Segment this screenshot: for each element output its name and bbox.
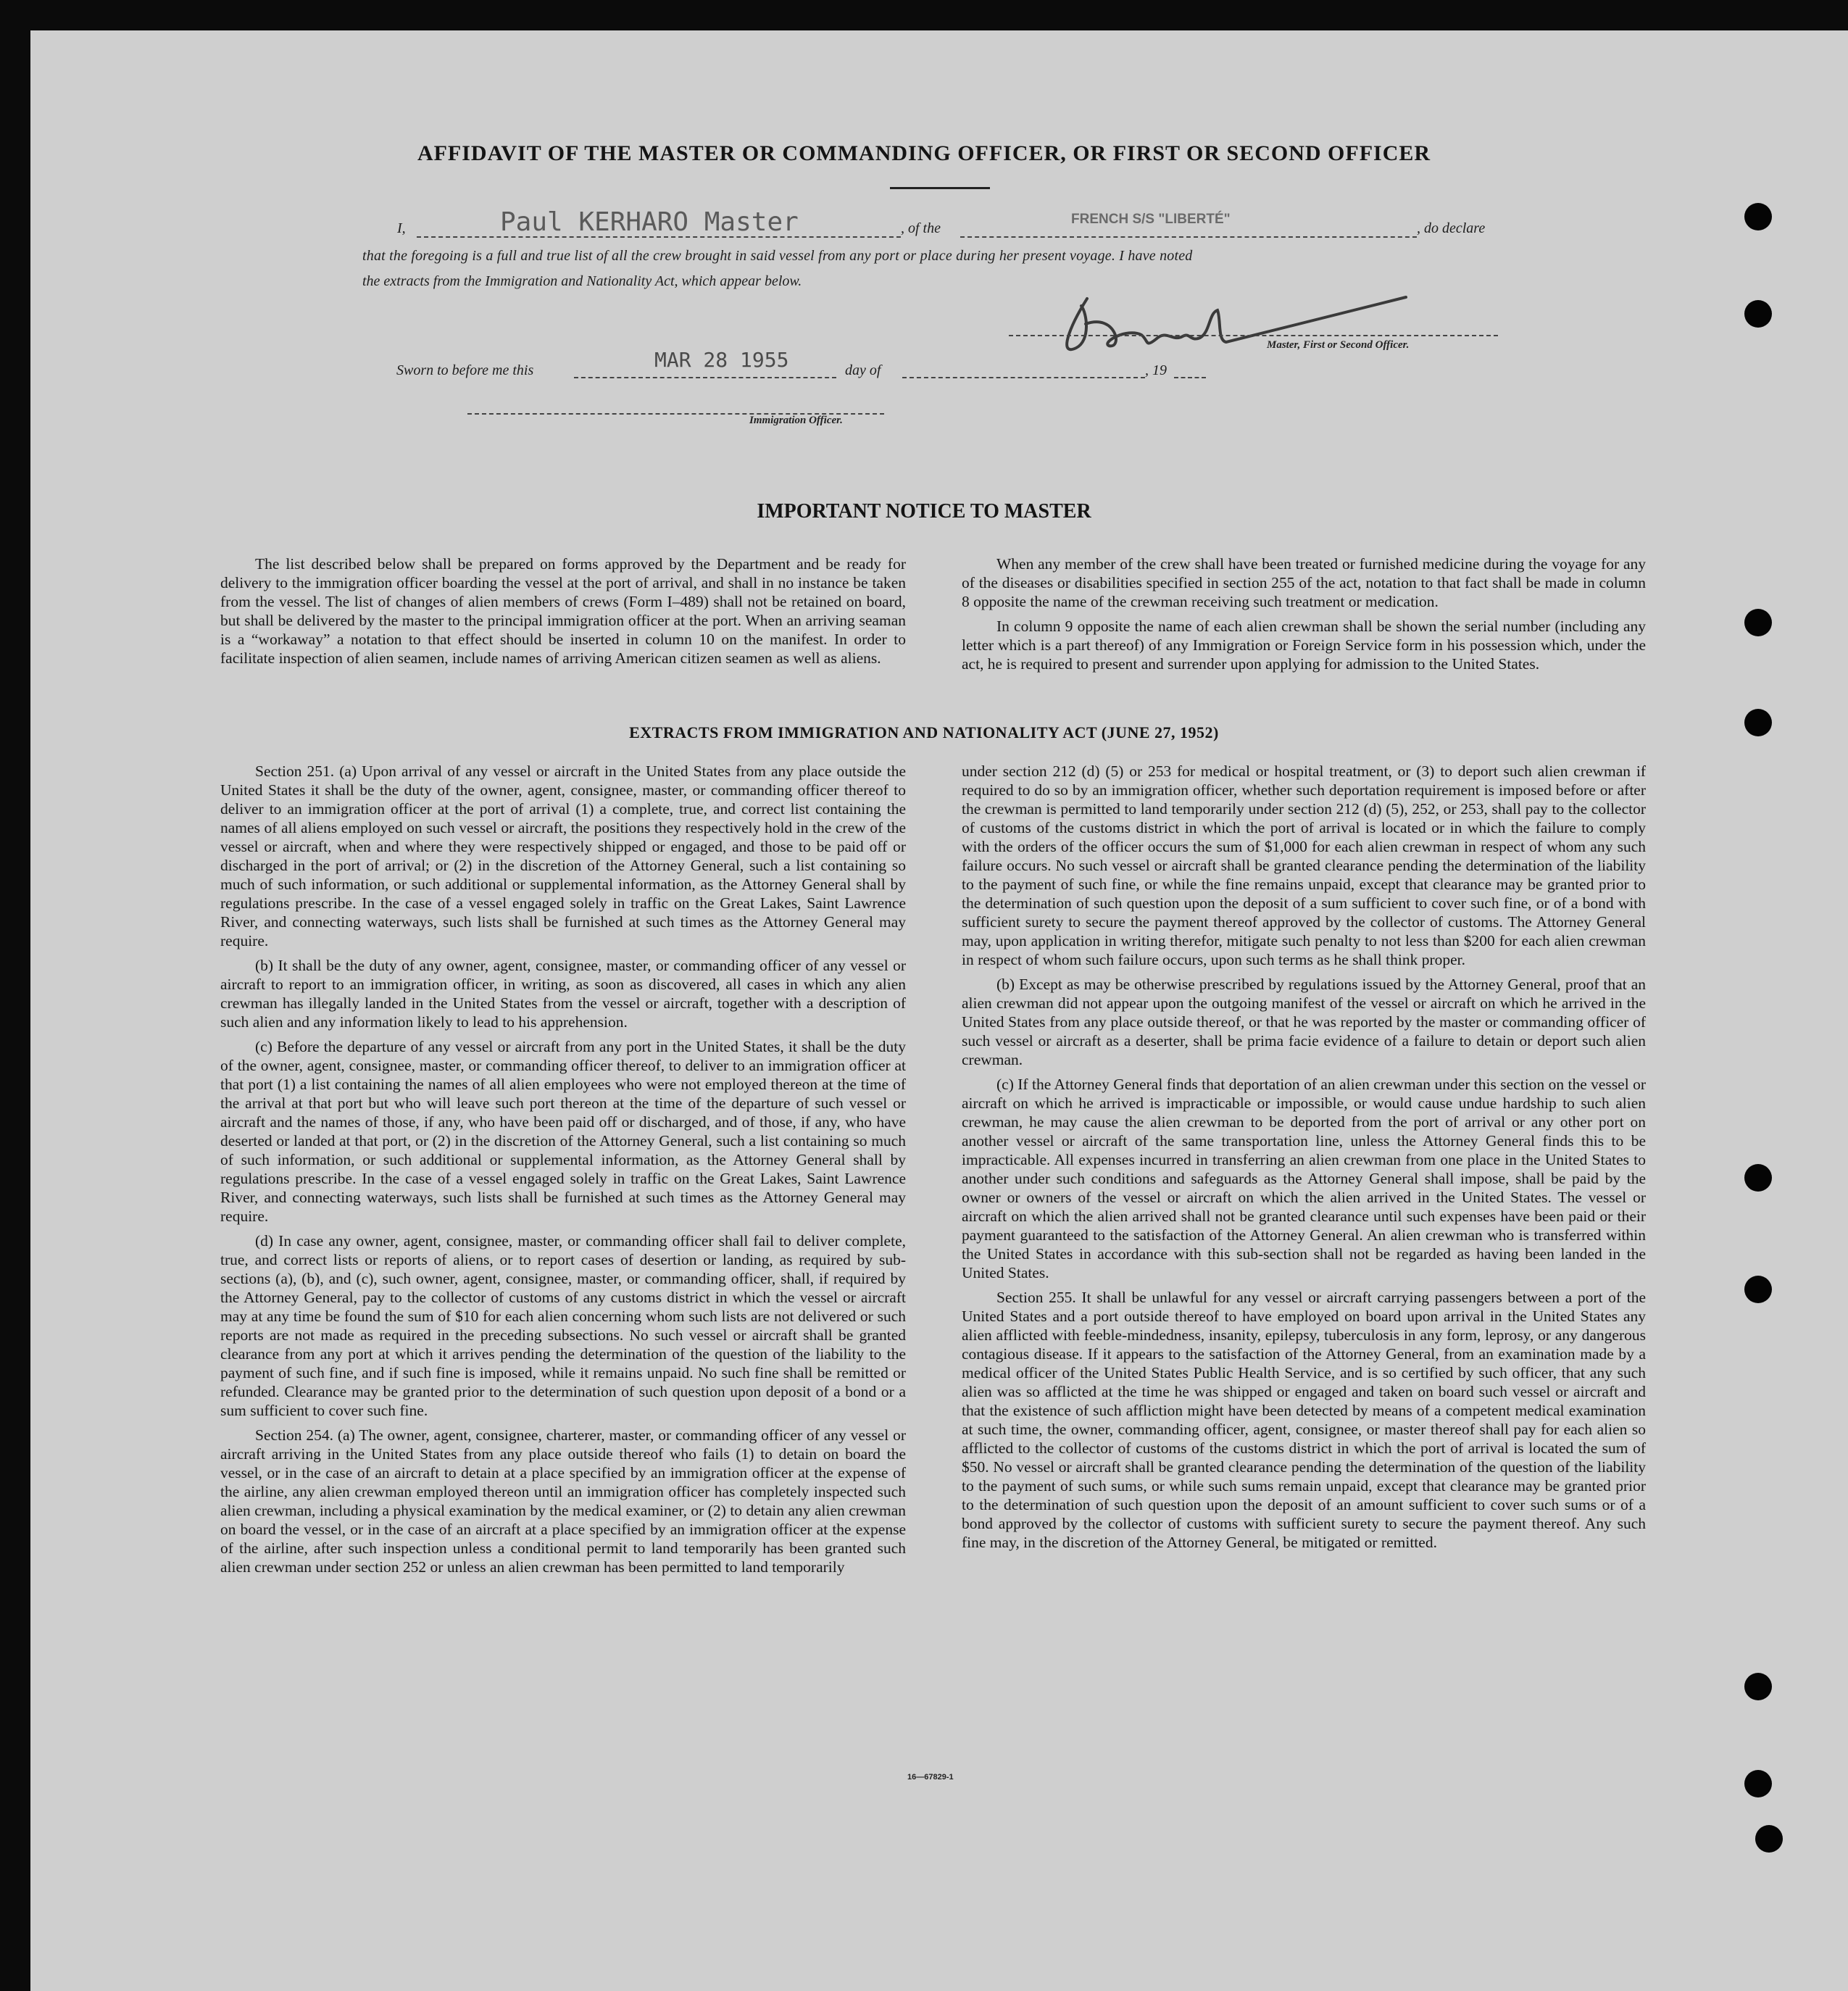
year-line xyxy=(1174,377,1206,378)
extracts-heading: EXTRACTS FROM IMMIGRATION AND NATIONALITY ACT (JUNE 27, 1952) xyxy=(629,723,1219,741)
vessel-name-line xyxy=(960,236,1417,238)
affidavit-title: AFFIDAVIT OF THE MASTER OR COMMANDING OFFICER, OR FIRST OR SECOND OFFICER xyxy=(417,141,1431,165)
section-251-d: (d) In case any owner, agent, consignee, master, or commanding officer shall fail to deliver complete, true, and correct lists or reports of aliens, or to report cases of desertion or landing, as required by sub-sections (a), (b), and (c), such owner, agent, consignee, master, or commanding officer, shall, if required by the Attorney General, pay to the collector of customs of any customs district in which the vessel or aircraft may at any time be found the sum of $10 for each alien concerning whom such lists are not delivered or such reports are not made as required in the preceding subsections. No such vessel or aircraft shall be granted clearance from any port at which it arrives pending the determination of the question of the liability to the payment of such fine, and if such fine is imposed, while it remains unpaid. No such fine shall be remitted or refunded. Clearance may be granted prior to the determination of such question upon deposit of a bond or a sum sufficient to cover such fine. xyxy=(220,1232,906,1419)
sworn-date-line xyxy=(574,377,836,378)
year-prefix: , 19 xyxy=(1145,362,1167,378)
declaration-line-2: that the foregoing is a full and true list of all the crew brought in said vessel from any port or place during her present voyage. I have noted xyxy=(362,248,1193,264)
notice-right-paragraph-2: In column 9 opposite the name of each alien crewman shall be shown the serial number (including any letter which is a part thereof) of any Immigration or Foreign Service form in his possession which, under the act, he is required to present and surrender upon applying for admission to the United States. xyxy=(962,618,1646,673)
section-251-a: Section 251. (a) Upon arrival of any vessel or aircraft in the United States from any place outside the United States it shall be the duty of the owner, agent, consignee, master, or commanding officer thereof to deliver to an immigration officer at the port of arrival (1) a complete, true, and correct list containing the names of all aliens employed on such vessel or aircraft, the positions they respectively hold in the crew of the vessel or aircraft, when and where they were respectively shipped or engaged, and those to be paid off or discharged in the port of arrival; or (2) in the discretion of the Attorney General, such a list containing so much of such information, or such additional or supplemental information, as the Attorney General shall by regulations prescribe. In the case of a vessel engaged solely in traffic on the Great Lakes, Saint Lawrence River, and connecting waterways, such lists shall be furnished at such times as the Attorney General may require. xyxy=(220,762,906,949)
sworn-label: Sworn to before me this xyxy=(396,362,534,378)
do-declare-label: , do declare xyxy=(1417,220,1486,236)
binder-hole-icon xyxy=(1744,1276,1772,1303)
notice-right-paragraph-1: When any member of the crew shall have been treated or furnished medicine during the voyage for any of the diseases or disabilities specified in section 255 of the act, notation to that fact shall be made in column 8 opposite the name of the crewman receiving such treatment or medication. xyxy=(962,555,1646,610)
extracts-right-column xyxy=(962,762,1646,1558)
form-number: 16—67829-1 xyxy=(907,1773,954,1782)
section-251-c: (c) Before the departure of any vessel or aircraft from any port in the United States, it shall be the duty of the owner, agent, consignee, master, or commanding officer thereof, to deliver to an immigration officer at that port (1) a list containing the names of all alien employees who were not employed thereon at the time of the arrival at that port but who will leave such port thereon at the time of the departure of such vessel or aircraft and the names of those, if any, who have been paid off or discharged, and of those, if any, who have deserted or landed at that port, or (2) in the discretion of the Attorney General, such a list containing so much of such information, or such additional or supplemental information, as the Attorney General shall by regulations prescribe. In the case of a vessel engaged solely in traffic on the Great Lakes, Saint Lawrence River, and connecting waterways, such lists shall be furnished at such times as the Attorney General may require. xyxy=(220,1038,906,1225)
section-251-b: (b) It shall be the duty of any owner, agent, consignee, master, or commanding officer of any vessel or aircraft to report to an immigration officer, in writing, as soon as discovered, all cases in which any alien crewman has illegally landed in the United States from the vessel or aircraft, together with a description of such alien and any information likely to lead to his apprehension. xyxy=(220,957,906,1031)
day-of-label: day of xyxy=(845,362,881,378)
master-name-value: Paul KERHARO Master xyxy=(500,207,799,237)
declaration-prefix: I, xyxy=(397,220,406,236)
declaration-line-3: the extracts from the Immigration and Nationality Act, which appear below. xyxy=(362,273,802,289)
notice-right-column xyxy=(962,554,1646,679)
month-line xyxy=(902,377,1145,378)
binder-hole-icon xyxy=(1744,1164,1772,1192)
section-254-a-continued: under section 212 (d) (5) or 253 for medical or hospital treatment, or (3) to deport such alien crewman if required to do so by an immigration officer, whether such deportation requirement is imposed before or after the crewman is permitted to land temporarily under section 212 (d) (5), 252, or 253, shall pay to the collector of customs of the customs district in which the port of arrival is located or in which the failure to comply with the orders of the officer occurs the sum of $1,000 for each alien crewman in respect of whom any such failure occurs. No such vessel or aircraft shall be granted clearance pending the determination of the liability to the payment of such fine, or while the fine remains unpaid, except that clearance may be granted prior to the determination of such question upon the deposit of a sum sufficient to cover such fine, or of a bond with sufficient surety to secure the payment thereof approved by the collector of customs. The Attorney General may, upon application in writing therefor, mitigate such penalty to not less than $200 for each alien crewman in respect of whom such failure occurs, upon such terms as he shall think proper. xyxy=(962,762,1646,968)
of-the-label: , of the xyxy=(901,220,941,236)
section-254-a: Section 254. (a) The owner, agent, consignee, charterer, master, or commanding officer of any vessel or aircraft arriving in the United States from any place outside thereof who fails (1) to detain on board the vessel, or in the case of an aircraft to detain at a place specified by an immigration officer at the expense of the airline, any alien crewman employed thereon until an immigration officer has completely inspected such alien crewman, including a physical examination by the medical examiner, or (2) to detain any alien crewman on board the vessel, or in the case of an aircraft at a place specified by an immigration officer at the expense of the airline, after such inspection unless a conditional permit to land temporarily has been granted such alien crewman under section 252 or unless an alien crewman has been permitted to land temporarily xyxy=(220,1426,906,1576)
binder-hole-icon xyxy=(1744,1673,1772,1700)
section-255: Section 255. It shall be unlawful for any vessel or aircraft carrying passengers between a port of the United States and a port outside thereof to have employed on board upon arrival in the United States any alien afflicted with feeble-mindedness, insanity, epilepsy, tuberculosis in any form, leprosy, or any dangerous contagious disease. If it appears to the satisfaction of the Attorney General, from an examination made by a medical officer of the United States Public Health Service, and is so certified by such officer, that any such alien was so afflicted at the time he was shipped or engaged and taken on board such vessel or aircraft and that the existence of such affliction might have been detected by means of a competent medical examination at such time, the owner, commanding officer, agent, consignee, or master thereof shall pay for each alien so afflicted to the collector of customs of the customs district in which the port of arrival is located the sum of $50. No vessel or aircraft shall be granted clearance pending the determination of the question of the liability to the payment of such sums, or while such sums remain unpaid, except that clearance may be granted prior to the determination of such question upon the deposit of an amount sufficient to cover such sums or of a bond approved by the collector of customs with sufficient surety to secure the payment thereof. Any such fine may, in the discretion of the Attorney General, be mitigated or remitted. xyxy=(962,1289,1646,1551)
signature-line xyxy=(1009,335,1498,336)
signature-label: Master, First or Second Officer. xyxy=(1267,339,1410,351)
immigration-officer-label: Immigration Officer. xyxy=(749,415,843,426)
date-stamp: MAR 28 1955 xyxy=(654,348,789,372)
binder-hole-icon xyxy=(1744,203,1772,230)
section-254-b: (b) Except as may be otherwise prescribed by regulations issued by the Attorney General, proof that an alien crewman did not appear upon the outgoing manifest of the vessel or aircraft on which he arrived in the United States from any place outside thereof, or that he was reported by the master or commanding officer of such vessel or aircraft as a deserter, shall be prima facie evidence of a failure to detain or deport such alien crewman. xyxy=(962,976,1646,1068)
notice-left-paragraph: The list described below shall be prepared on forms approved by the Department and be ready for delivery to the immigration officer boarding the vessel at the port of arrival, and shall in no instance be taken from the vessel. The list of changes of alien members of crews (Form I–489) shall not be retained on board, but shall be delivered by the master to the principal immigration officer at the port. When an arriving seaman is a “workaway” a notation to that effect should be inserted in column 10 on the manifest. In order to facilitate inspection of alien seamen, include names of arriving American citizen seamen as well as aliens. xyxy=(220,555,906,667)
master-signature xyxy=(1000,284,1420,364)
title-divider xyxy=(890,187,990,189)
binder-hole-icon xyxy=(1744,1770,1772,1797)
binder-hole-icon xyxy=(1755,1825,1783,1853)
notice-heading: IMPORTANT NOTICE TO MASTER xyxy=(757,500,1091,523)
vessel-name-value: FRENCH S/S "LIBERTÉ" xyxy=(1071,212,1231,227)
binder-hole-icon xyxy=(1744,300,1772,328)
binder-hole-icon xyxy=(1744,609,1772,636)
extracts-left-column xyxy=(220,762,906,1582)
notice-left-column xyxy=(220,554,906,673)
section-254-c: (c) If the Attorney General finds that deportation of an alien crewman under this section on the vessel or aircraft on which he arrived is impracticable or impossible, or would cause undue hardship to such alien crewman, he may cause the alien crewman to be deported from the port of arrival or any other port on another vessel or aircraft of the same transportation line, unless the Attorney General finds this to be impracticable. All expenses incurred in transferring an alien crewman from one place in the United States to another under such conditions and safeguards as the Attorney General shall impose, shall be paid by the owner or owners of the vessel or aircraft on which the alien arrived in the United States. The vessel or aircraft on which the alien arrived shall not be granted clearance until such expenses have been paid or their payment guaranteed to the satisfaction of the Attorney General. An alien crewman who is transferred within the United States in accordance with this sub-section shall not be regarded as having been landed in the United States. xyxy=(962,1076,1646,1281)
